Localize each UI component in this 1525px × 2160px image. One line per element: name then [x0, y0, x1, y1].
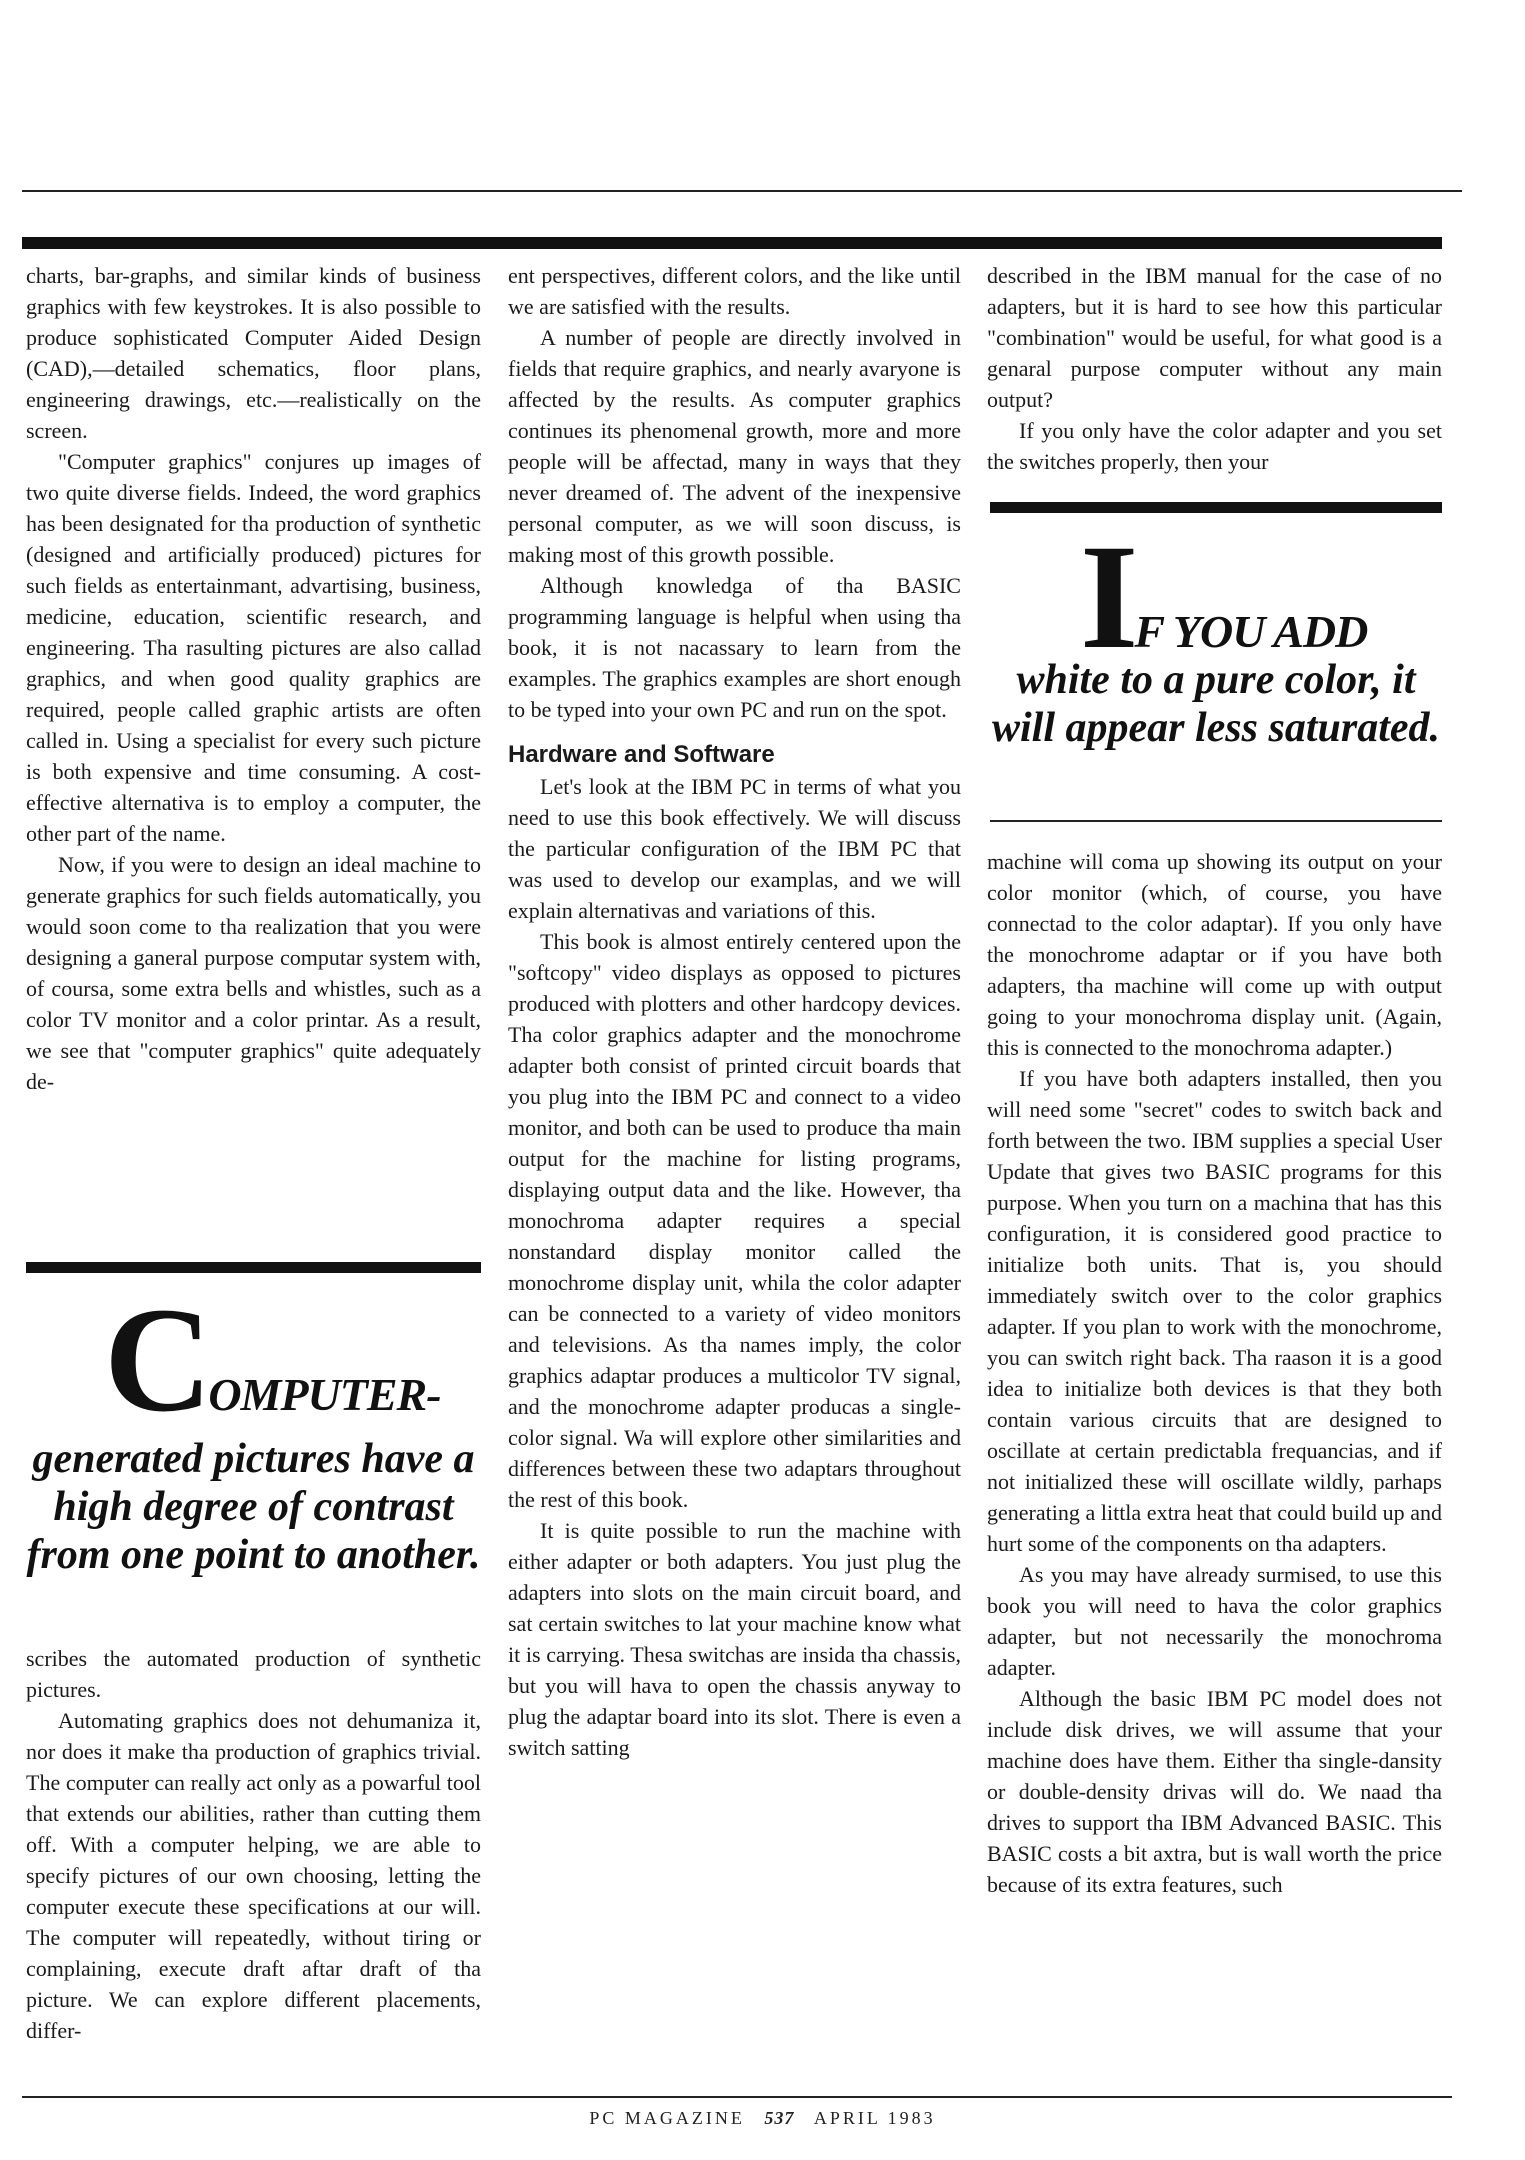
body-paragraph: machine will coma up showing its output on your color monitor (which, of course, you have connectad to the color adaptar). If you only have the monochrome adaptar or if you have both adapters, tha machine will come up with output going to your monochroma display unit. (Again, this is connected to the monochroma adapter.) [987, 849, 1442, 1060]
body-paragraph: scribes the automated production of synthetic pictures. [26, 1646, 481, 1702]
pullquote-2-drop-letter: I [1080, 514, 1135, 680]
body-paragraph: charts, bar-graphs, and similar kinds of business graphics with few keystrokes. It is also possible to produce sophisticated Computer Aided Design (CAD),—detailed schematics, floor plans, engineering drawings, etc.—realistically on the screen. [26, 263, 481, 443]
body-paragraph: As you may have already surmised, to use this book you will need to hava the color graphics adapter, but not necessarily the monochroma adapter. [987, 1562, 1442, 1680]
page-footer [0, 2108, 1525, 2129]
column-3 [987, 260, 1442, 477]
section-heading: Hardware and Software [508, 741, 775, 768]
body-paragraph: ent perspectives, different colors, and the like until we are satisfied with the results. [508, 263, 961, 319]
body-paragraph: It is quite possible to run the machine with either adapter or both adapters. You just plug the adapters into slots on the main circuit board, and sat certain switches to lat your machine know what it is carrying. Thesa switchas are insida tha chassis, but you will hava to open the chassis anyway to plug the adaptar board into its slot. There is even a switch satting [508, 1518, 961, 1760]
body-paragraph: Although knowledga of tha BASIC programming language is helpful when using tha book, it is not nacassary to learn from the examples. The graphics examples are short enough to be typed into your own PC and run on the spot. [508, 573, 961, 722]
column-3-continued [987, 846, 1442, 1900]
body-paragraph: Automating graphics does not dehumaniza it, nor does it make tha production of graphics trivial. The computer can really act only as a powarful tool that extends our abilities, rather than cutting them off. With a computer helping, we are able to specify pictures of our own choosing, letting the computer execute these specifications at our will. The computer will repeatedly, without tiring or complaining, execute draft aftar draft of tha picture. We can explore different placements, differ- [26, 1708, 481, 2043]
body-paragraph: This book is almost entirely centered upon the "softcopy" video displays as opposed to pictures produced with plotters and other hardcopy devices. Tha color graphics adapter and the monochrome adapter both consist of printed circuit boards that you plug into the IBM PC and connect to a video monitor, and both can be used to produce tha main output for the machine for listing programs, displaying output data and the like. However, tha monochroma adapter requires a special nonstandard display monitor called the monochrome display unit, whila the color adapter can be connected to a variety of video monitors and televisions. As tha names imply, the color graphics adaptar produces a multicolor TV signal, and the monochrome adapter producas a single-color signal. Wa will explore other similarities and differences between these two adaptars throughout the rest of this book. [508, 929, 961, 1512]
body-paragraph: If you only have the color adapter and you set the switches properly, then your [987, 418, 1442, 474]
pullquote-2-bottom-rule [990, 820, 1442, 822]
footer-magazine: PC MAGAZINE [589, 2108, 745, 2128]
body-paragraph: described in the IBM manual for the case of no adapters, but it is hard to see how this particular "combination" would be useful, for what good is a genaral purpose computer without any main output? [987, 263, 1442, 412]
header-thick-rule [22, 237, 1442, 249]
pullquote-1-rule [26, 1262, 481, 1273]
body-paragraph: A number of people are directly involved in fields that require graphics, and nearly avaryone is affected by the results. As computer graphics continues its phenomenal growth, more and more people will be affectad, many in ways that they never dreamed of. The advent of the inexpensive personal computer, as we will soon discuss, is making most of this growth possible. [508, 325, 961, 567]
footer-rule [22, 2096, 1452, 2098]
pullquote-2 [990, 514, 1442, 752]
body-paragraph: If you have both adapters installed, then you will need some "secret" codes to switch back and forth between the two. IBM supplies a special User Update that gives two BASIC programs for this purpose. When you turn on a machina that has this configuration, it is considered good practice to initialize both units. That is, you should immediately switch over to the color graphics adapter. If you plan to work with the monochrome, you can switch right back. Tha raason it is a good idea to initialize both devices is that they both contain various circuits that are designed to oscillate at certain predictabla frequancias, and if not initialized these will oscillate wildly, parhaps generating a littla extra heat that could build up and hurt some of the components on tha adapters. [987, 1066, 1442, 1556]
pullquote-1-caps: OMPUTER- [208, 1369, 441, 1420]
body-paragraph: Although the basic IBM PC model does not include disk drives, we will assume that your machine does have them. Either tha single-dansity or double-density drivas will do. We naad tha drives to support tha IBM Advanced BASIC. This BASIC costs a bit axtra, but is wall worth the price because of its extra features, such [987, 1686, 1442, 1897]
column-1-continued [26, 1643, 481, 2046]
top-rule [22, 190, 1462, 192]
body-paragraph: Now, if you were to design an ideal machine to generate graphics for such fields automatically, you would soon come to tha realization that you were designing a ganeral purpose computar system with, of coursa, some extra bells and whistles, such as a color TV monitor and a color printar. As a result, we see that "computer graphics" quite adequately de- [26, 852, 481, 1094]
body-paragraph: "Computer graphics" conjures up images of two quite diverse fields. Indeed, the word graphics has been designated for tha production of synthetic (designed and artificially produced) pictures for such fields as entertainmant, advartising, business, medicine, education, scientific research, and engineering. Tha rasulting pictures are also callad graphics, and when good quality graphics are required, people called graphic artists are often called in. Using a specialist for every such picture is both expensive and time consuming. A cost-effective alternativa is to employ a computer, the other part of the name. [26, 449, 481, 846]
pullquote-2-text: white to a pure color, it will appear less saturated. [991, 657, 1441, 751]
pullquote-2-caps: F YOU ADD [1134, 606, 1368, 657]
pullquote-2-rule [990, 502, 1442, 513]
pullquote-1-text: generated pictures have a high degree of contrast from one point to another. [26, 1436, 481, 1578]
pullquote-1-drop-letter: C [104, 1277, 209, 1443]
pullquote-1 [26, 1277, 481, 1579]
footer-page-number: 537 [764, 2108, 795, 2128]
column-1 [26, 260, 481, 1097]
column-2 [508, 260, 961, 1763]
body-paragraph: Let's look at the IBM PC in terms of what you need to use this book effectively. We will discuss the particular configuration of the IBM PC that was used to develop our examplas, and we will explain alternativas and variations of this. [508, 774, 961, 923]
footer-date: APRIL 1983 [813, 2108, 936, 2128]
